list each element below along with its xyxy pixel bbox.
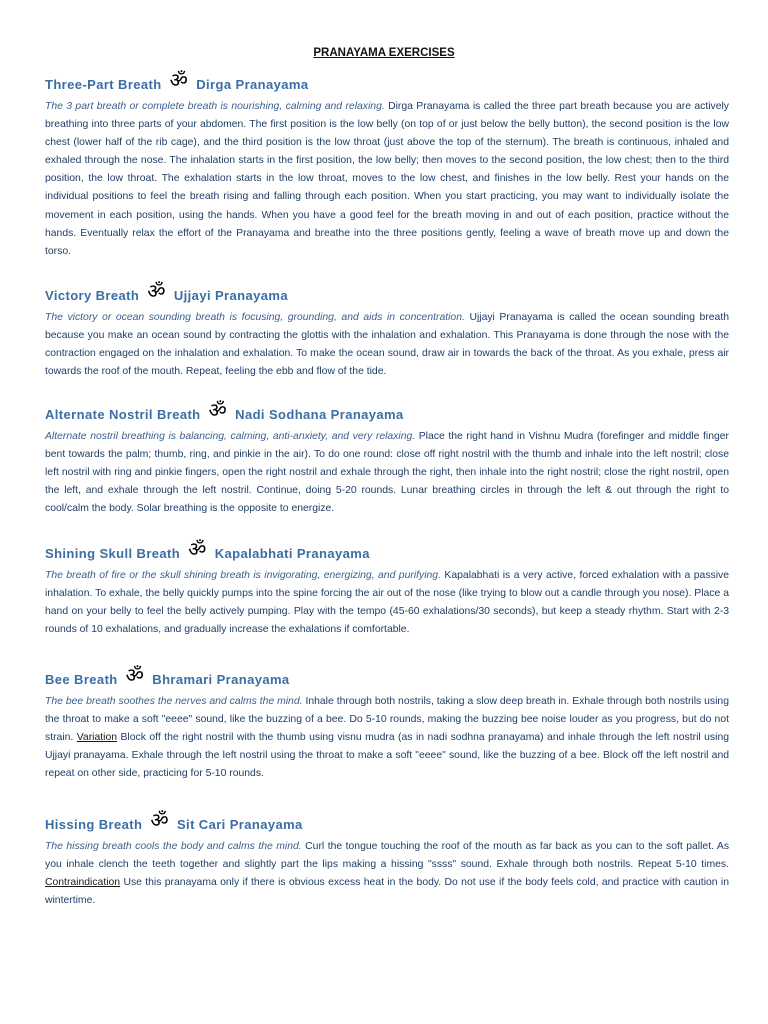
description-text: Dirga Pranayama is called the three part breath because you are actively breathing into three parts of your abdomen. The first position is the low belly (on top of or just below the belly button), the second position is the low chest (lower half of the rib cage), and the third position is the low throat (just above the top of the sternum). The breath is continuous, inhaled and exhaled through the nose. The inhalation starts in the first position, the low belly; then moves to the second position, the low chest; then to the third position, the low throat. The exhalation starts in the low throat, moves to the low chest, and finishes in the low belly. Rest your hands on the individual positions to feel the breath rising and falling through each position. When you start practicing, you may want to individually isolate the movement in each position, using the hands. When you have a good feel for the breath moving in and out of each position, practice without the hands. Eventually relax the effort of the Pranayama and breathe into the three positions gently, feeling a wave of breath move up and down the torso.: [45, 101, 729, 257]
intro-text: The hissing breath cools the body and calms the mind.: [45, 841, 302, 852]
section-heading: [45, 68, 729, 95]
contraindication-text: Use this pranayama only if there is obvious excess heat in the body. Do not use if the body feels cold, and practice with caution in wintertime.: [45, 877, 729, 907]
sanskrit-name: Ujjayi Pranayama: [173, 287, 288, 303]
description-text: Kapalabhati is a very active, forced exhalation with a passive inhalation. To exhale, the belly quickly pumps into the spine forcing the air out of the nose (like trying to blow out a candle through you nose). Place a hand on your belly to feel the belly actively pumping. Play with the tempo (45-60 exhalations/30 seconds), but keep a steady rhythm. Start with 2-3 rounds of 10 exhalations, and gradually increase the exhalations if comfortable.: [45, 570, 729, 636]
section-heading: [45, 537, 729, 564]
variation-text: Block off the right nostril with the thumb using visnu mudra (as in nadi sodhna pranayama) and inhale through the left nostril using Ujjayi pranayama. Exhale through the left nostril using the throat to make a soft "eeee" sound, like the buzzing of a bee. Block off the left nostril and repeat on other side, practicing for 5-10 rounds.: [45, 732, 729, 780]
document-title: PRANAYAMA EXERCISES: [313, 47, 455, 59]
section-alternate-nostril-breath: [45, 398, 729, 518]
om-symbol-icon: ॐ: [150, 808, 169, 832]
breath-name: Victory Breath: [45, 287, 140, 303]
section-body: [45, 693, 729, 783]
intro-text: Alternate nostril breathing is balancing, calming, anti-anxiety, and very relaxing.: [45, 431, 416, 442]
description-text: Curl the tongue touching the roof of the mouth as far back as you can to the soft pallet. As you inhale clench the teeth together and slightly part the lips making a hissing "ssss" sound. Exhale through both nostrils. Repeat 5-10 times.: [45, 841, 730, 871]
sanskrit-name: Bhramari Pranayama: [152, 671, 290, 687]
sanskrit-name: Kapalabhati Pranayama: [214, 545, 370, 561]
intro-text: The bee breath soothes the nerves and calms the mind.: [45, 696, 303, 707]
section-bee-breath: [45, 663, 729, 783]
sanskrit-name: Sit Cari Pranayama: [176, 816, 303, 832]
section-body: [45, 838, 729, 910]
section-shining-skull-breath: [45, 537, 729, 639]
section-body: [45, 309, 729, 381]
breath-name: Three-Part Breath: [45, 76, 162, 92]
variation-label: Variation: [76, 732, 118, 744]
om-symbol-icon: ॐ: [208, 398, 228, 422]
intro-text: The breath of fire or the skull shining breath is invigorating, energizing, and purifying.: [45, 570, 441, 581]
intro-text: The victory or ocean sounding breath is focusing, grounding, and aids in concentration.: [45, 312, 465, 323]
breath-name: Hissing Breath: [45, 816, 143, 832]
breath-name: Shining Skull Breath: [45, 545, 181, 561]
section-heading: [45, 398, 729, 425]
sanskrit-name: Nadi Sodhana Pranayama: [235, 406, 404, 422]
contraindication-label: Contraindication: [45, 877, 121, 889]
section-heading: [45, 808, 729, 835]
section-body: [45, 567, 729, 639]
section-body: [45, 428, 729, 518]
description-text: Ujjayi Pranayama is called the ocean sounding breath because you make an ocean sound by contracting the glottis with the inhalation and exhalation. This Pranayama is done through the nose with the contraction engaged on the inhalation and exhalation. To make the ocean sound, draw air in towards the back of the throat. As you exhale, press air towards the roof of the mouth. Repeat, feeling the ebb and flow of the tide.: [45, 312, 730, 378]
section-heading: [45, 663, 729, 690]
section-heading: [45, 279, 729, 306]
breath-name: Bee Breath: [45, 671, 118, 687]
om-symbol-icon: ॐ: [125, 663, 145, 687]
section-body: [45, 98, 729, 261]
description-text: Inhale through both nostrils, taking a slow deep breath in. Exhale through both nostrils using the throat to make a soft "eeee" sound, like the buzzing of a bee. Do 5-10 rounds, making the buzzing bee noise louder as you progress, but do not strain.: [45, 696, 729, 744]
section-three-part-breath: [45, 68, 729, 261]
om-symbol-icon: ॐ: [147, 279, 166, 303]
om-symbol-icon: ॐ: [169, 68, 189, 92]
section-hissing-breath: [45, 808, 730, 910]
breath-name: Alternate Nostril Breath: [45, 406, 201, 422]
description-text: Place the right hand in Vishnu Mudra (forefinger and middle finger bent towards the palm; thumb, ring, and pinkie in the air). To do one round: close off right nostril with the thumb and inhale into the left nostril; close left nostril with ring and pinkie fingers, open the right nostril and exhale through the right, then inhale into the right nostril; close the right nostril, open the left, and exhale through the left nostril. Continue, doing 5-20 rounds. Lunar breathing circles in through the left & out through the right to cool/calm the body. Solar breathing is the opposite to energize.: [45, 431, 729, 515]
intro-text: The 3 part breath or complete breath is nourishing, calming and relaxing.: [45, 101, 385, 112]
om-symbol-icon: ॐ: [188, 537, 207, 561]
section-victory-breath: [45, 279, 730, 381]
sanskrit-name: Dirga Pranayama: [196, 76, 309, 92]
